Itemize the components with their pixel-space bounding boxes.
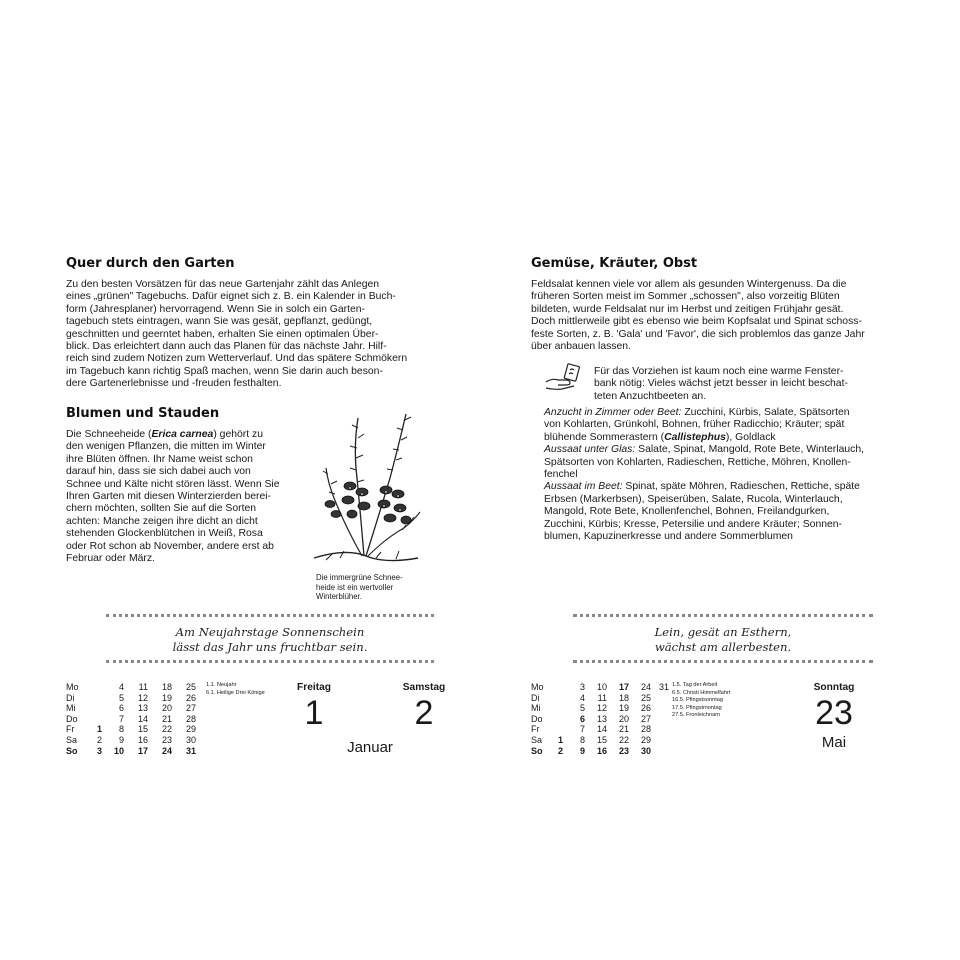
tip-paragraph: Für das Vorziehen ist kaum noch eine warme Fenster- bank nötig: Vieles wächst jetzt besser in leicht beschat- teten Anzuchtbeeten an. — [594, 366, 848, 402]
calendar-row: Di 4 11 18 25 — [531, 692, 651, 703]
dotted-divider-top — [106, 614, 434, 617]
mini-calendar-may — [531, 682, 671, 756]
calendar-row: Sa 2 9 16 23 30 — [66, 734, 196, 745]
calendar-row: Fr 7 14 21 28 — [531, 724, 651, 735]
weather-saying: Lein, gesät an Esthern, wächst am allerbesten. — [654, 625, 792, 654]
flowers-paragraph: Die Schneeheide (Erica carnea) gehört zu den wenigen Pflanzen, die mitten im Winter ihre Blüten öffnen. Ihr Name weist schon darauf hin, dass sie sich dabei auch von Schnee und Kälte nicht stören lässt. Wenn Sie Ihren Garten mit diesen Winterzierden berei- chern möchten, sollten Sie auf die Sorten achten: Manche zeigen ihre dicht an dicht stehenden Glockenblütchen in Weiß, Rosa oder Rot schon ab November, andere erst ab Februar oder März. — [66, 429, 280, 565]
sowing-label-indoor: Anzucht in Zimmer oder Beet: — [544, 407, 682, 418]
calendar-row: Mo 3 10 17 24 31 — [531, 682, 669, 692]
calendar-row: Mi 6 13 20 27 — [66, 703, 196, 714]
latin-name: Erica carnea — [151, 429, 214, 440]
sowing-label-bed: Aussaat im Beet: — [544, 481, 623, 493]
section-title-vegetables: Gemüse, Kräuter, Obst — [531, 256, 698, 271]
right-page — [480, 0, 960, 960]
month-label: Mai — [821, 734, 847, 751]
weekday-label: Samstag — [402, 682, 446, 693]
mini-calendar-january — [66, 682, 196, 756]
day-number: 23 — [815, 694, 853, 732]
holiday-list-january: 1.1. Neujahr 6.1. Heilige Drei Könige — [206, 682, 265, 696]
dotted-divider-top — [573, 614, 873, 617]
illustration-caption: Die immergrüne Schnee- heide ist ein wertvoller Winterblüher. — [316, 573, 403, 602]
section-title-flowers: Blumen und Stauden — [66, 406, 220, 421]
weekday-label: Freitag — [297, 682, 331, 693]
day-number: 2 — [414, 694, 434, 732]
calendar-row: Di 5 12 19 26 — [66, 692, 196, 703]
month-label: Januar — [347, 739, 393, 756]
latin-name: Callistephus — [664, 431, 726, 443]
weather-saying: Am Neujahrstage Sonnenschein lässt das Jahr uns fruchtbar sein. — [172, 625, 368, 654]
sowing-list: Anzucht in Zimmer oder Beet: Zucchini, Kürbis, Salate, Spätsorten von Kohlarten, Grünkohl, Bohnen, früher Radicchio; Kräuter; spät blühende Sommerastern (Callistephus), Goldlack Aussaat unter Glas: Salate, Spinat, Mangold, Rote Bete, Winterlauch, Spätsorten von Kohlarten, Radieschen, Rettiche, Möhren, Knollen- fenchel Aussaat im Beet: Spinat, späte Möhren, Radieschen, Rettiche, späte Erbsen (Markerbsen), Speiserüben, Salate, Rucola, Winterlauch, Mangold, Rote Bete, Knollenfenchel, Bohnen, Freilandgurken, Zucchini, Kürbis; Kresse, Petersilie und andere Kräuter; Sonnen- blumen, Kapuzinerkresse und andere Sommerblumen — [544, 407, 864, 543]
dotted-divider-bottom — [106, 660, 434, 663]
calendar-row-sunday: So 2 9 16 23 30 — [531, 745, 651, 756]
day-number: 1 — [304, 694, 324, 732]
sowing-label-glass: Aussaat unter Glas: — [544, 444, 636, 456]
calendar-row: Do 7 14 21 28 — [66, 713, 196, 724]
holiday-list-may: 1.5. Tag der Arbeit 6.5. Christi Himmelfahrt 16.5. Pfingstsonntag 17.5. Pfingstmontag 27.5. Fronleichnam — [672, 682, 731, 719]
calendar-row: Mo 4 11 18 25 — [66, 682, 196, 692]
weekday-label: Sonntag — [813, 682, 855, 693]
calendar-row: Do 6 13 20 27 — [531, 713, 651, 724]
calendar-row: Mi 5 12 19 26 — [531, 703, 651, 714]
erica-illustration — [306, 408, 426, 568]
section-title-garden: Quer durch den Garten — [66, 256, 235, 271]
calendar-row: Fr 1 8 15 22 29 — [66, 724, 196, 735]
calendar-row-sunday: So 3 10 17 24 31 — [66, 745, 196, 756]
vegetables-paragraph: Feldsalat kennen viele vor allem als gesunden Wintergenuss. Da die früheren Sorten meist im Sommer „schossen", also vorzeitig Blüten bildeten, wurde Feldsalat nur im Herbst und zeitigen Frühjahr gesät. Doch mittlerweile gibt es ebenso wie beim Kopfsalat und Spinat schoss- feste Sorten, z. B. 'Gala' und 'Favor', die sich problemlos das ganze Jahr über anbauen lassen. — [531, 279, 865, 353]
dotted-divider-bottom — [573, 660, 873, 663]
calendar-row: Sa 1 8 15 22 29 — [531, 734, 651, 745]
seed-sowing-icon — [544, 362, 582, 392]
garden-paragraph: Zu den besten Vorsätzen für das neue Gartenjahr zählt das Anlegen eines „grünen" Tagebuchs. Dafür eignet sich z. B. ein Kalender in Buch- form (Jahresplaner) hervorragend. Wenn Sie in solch ein Garten- tagebuch stets eintragen, wann Sie was gesät, gepflanzt, gedüngt, geschnitten und geerntet haben, erhalten Sie einen optimalen Über- blick. Das erleichtert dann auch das Planen für das nächste Jahr. Hilf- reich sind zudem Notizen zum Wetterverlauf. Und das spätere Schmökern im Tagebuch kann richtig Spaß machen, wenn Sie darin auch beson- dere Gartenerlebnisse und -freuden festhalten. — [66, 279, 408, 390]
